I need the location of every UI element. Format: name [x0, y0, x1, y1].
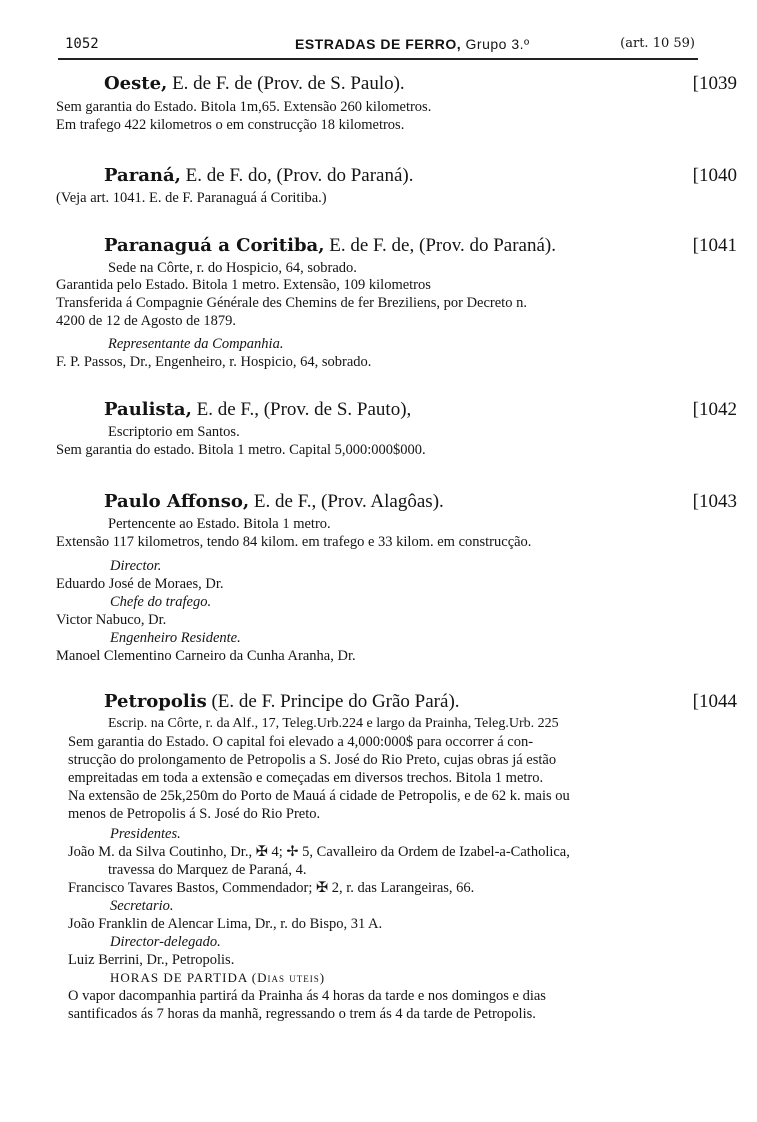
departure-hours-heading: HORAS DE PARTIDA (Dias uteis)	[110, 970, 326, 985]
entry-line: menos de Petropolis á S. José do Rio Preto.	[68, 806, 321, 822]
entry-name: Paulista,	[104, 399, 192, 420]
entry-heading-paulista	[104, 398, 737, 422]
entry-line-person: Francisco Tavares Bastos, Commendador; ✠ 2, r. das Larangeiras, 66.	[68, 880, 475, 896]
entry-subtitle: E. de F., (Prov. Alagôas).	[253, 491, 444, 512]
entry-line-person: travessa do Marquez de Paraná, 4.	[108, 862, 307, 878]
entry-heading-paranagua	[104, 234, 737, 258]
entry-line-role: Presidentes.	[110, 826, 181, 842]
entry-line-person: João M. da Silva Coutinho, Dr., ✠ 4; ✢ 5, Cavalleiro da Ordem de Izabel-a-Catholica,	[68, 844, 570, 860]
entry-line-role: Representante da Companhia.	[108, 336, 284, 352]
entry-heading-petropolis	[104, 690, 737, 714]
entry-subtitle: E. de F. de, (Prov. do Paraná).	[329, 235, 556, 256]
entry-subtitle: (E. de F. Principe do Grão Pará).	[211, 691, 460, 712]
entry-name: Petropolis	[104, 691, 207, 712]
entry-line-person: Eduardo José de Moraes, Dr.	[56, 576, 224, 592]
entry-line: santificados ás 7 horas da manhã, regressando o trem ás 4 da tarde de Petropolis.	[68, 1006, 536, 1022]
group-label: Grupo 3.º	[465, 36, 530, 52]
entry-ref: [1043	[692, 491, 737, 512]
page-header	[65, 36, 695, 56]
entry-line: Sem garantia do Estado. O capital foi elevado a 4,000:000$ para occorrer á con-	[68, 734, 534, 750]
entry-ref: [1040	[692, 165, 737, 186]
entry-heading-paulo-affonso	[104, 490, 737, 514]
entry-name: Paulo Affonso,	[104, 491, 250, 512]
entry-name: Paraná,	[104, 165, 181, 186]
entry-line-person: Victor Nabuco, Dr.	[56, 612, 167, 628]
entry-line-role: Director-delegado.	[110, 934, 221, 950]
entry-heading-parana	[104, 164, 737, 188]
entry-line: Escriptorio em Santos.	[108, 424, 240, 440]
entry-line: Escrip. na Côrte, r. da Alf., 17, Teleg.Urb.224 e largo da Prainha, Teleg.Urb. 225	[108, 716, 559, 731]
entry-ref: [1039	[692, 73, 737, 94]
entry-name: Oeste,	[104, 73, 168, 94]
entry-subtitle: E. de F. de (Prov. de S. Paulo).	[172, 73, 405, 94]
entry-heading-oeste	[104, 72, 737, 96]
entry-line: Sem garantia do estado. Bitola 1 metro. Capital 5,000:000$000.	[56, 442, 426, 458]
entry-subtitle: E. de F., (Prov. de S. Pauto),	[196, 399, 412, 420]
entry-line-role: Secretario.	[110, 898, 174, 914]
entry-line: Sem garantia do Estado. Bitola 1m,65. Extensão 260 kilometros.	[56, 99, 432, 115]
entry-line: Transferida á Compagnie Générale des Chemins de fer Breziliens, por Decreto n.	[56, 295, 527, 311]
running-title-text: ESTRADAS DE FERRO,	[295, 36, 462, 52]
entry-line: 4200 de 12 de Agosto de 1879.	[56, 313, 237, 329]
entry-line: Pertencente ao Estado. Bitola 1 metro.	[108, 516, 331, 532]
entry-line: empreitadas em toda a extensão e começadas em diversos trechos. Bitola 1 metro.	[68, 770, 544, 786]
entry-ref: [1041	[692, 235, 737, 256]
running-title	[295, 36, 530, 52]
entry-line: F. P. Passos, Dr., Engenheiro, r. Hospicio, 64, sobrado.	[56, 354, 372, 370]
entry-subtitle: E. de F. do, (Prov. do Paraná).	[185, 165, 414, 186]
entry-line-role: Director.	[110, 558, 162, 574]
entry-line-role: Engenheiro Residente.	[110, 630, 241, 646]
entry-line: (Veja art. 1041. E. de F. Paranaguá á Coritiba.)	[56, 190, 327, 206]
entry-line: Garantida pelo Estado. Bitola 1 metro. Extensão, 109 kilometros	[56, 277, 431, 293]
entry-line: O vapor dacompanhia partirá da Prainha ás 4 horas da tarde e nos domingos e dias	[68, 988, 546, 1004]
entry-name: Paranaguá a Coritiba,	[104, 235, 325, 256]
entry-line-person: Manoel Clementino Carneiro da Cunha Aranha, Dr.	[56, 648, 356, 664]
entry-line-person: João Franklin de Alencar Lima, Dr., r. do Bispo, 31 A.	[68, 916, 383, 932]
entry-line-person: Luiz Berrini, Dr., Petropolis.	[68, 952, 235, 968]
entry-line: Extensão 117 kilometros, tendo 84 kilom. em trafego e 33 kilom. em construcção.	[56, 534, 532, 550]
page-number: 1052	[65, 36, 99, 52]
entry-line: Sede na Côrte, r. do Hospicio, 64, sobrado.	[108, 260, 357, 276]
entry-ref: [1042	[692, 399, 737, 420]
entry-line: strucção do prolongamento de Petropolis a S. José do Rio Preto, cujas obras já estão	[68, 752, 557, 768]
entry-line: Na extensão de 25k,250m do Porto de Mauá á cidade de Petropolis, e de 62 k. mais ou	[68, 788, 570, 804]
entry-line: Em trafego 422 kilometros o em construcção 18 kilometros.	[56, 117, 405, 133]
entry-ref: [1044	[692, 691, 737, 712]
article-range: (art. 10 59)	[620, 36, 695, 51]
entry-line-role: Chefe do trafego.	[110, 594, 212, 610]
header-rule	[58, 58, 698, 60]
